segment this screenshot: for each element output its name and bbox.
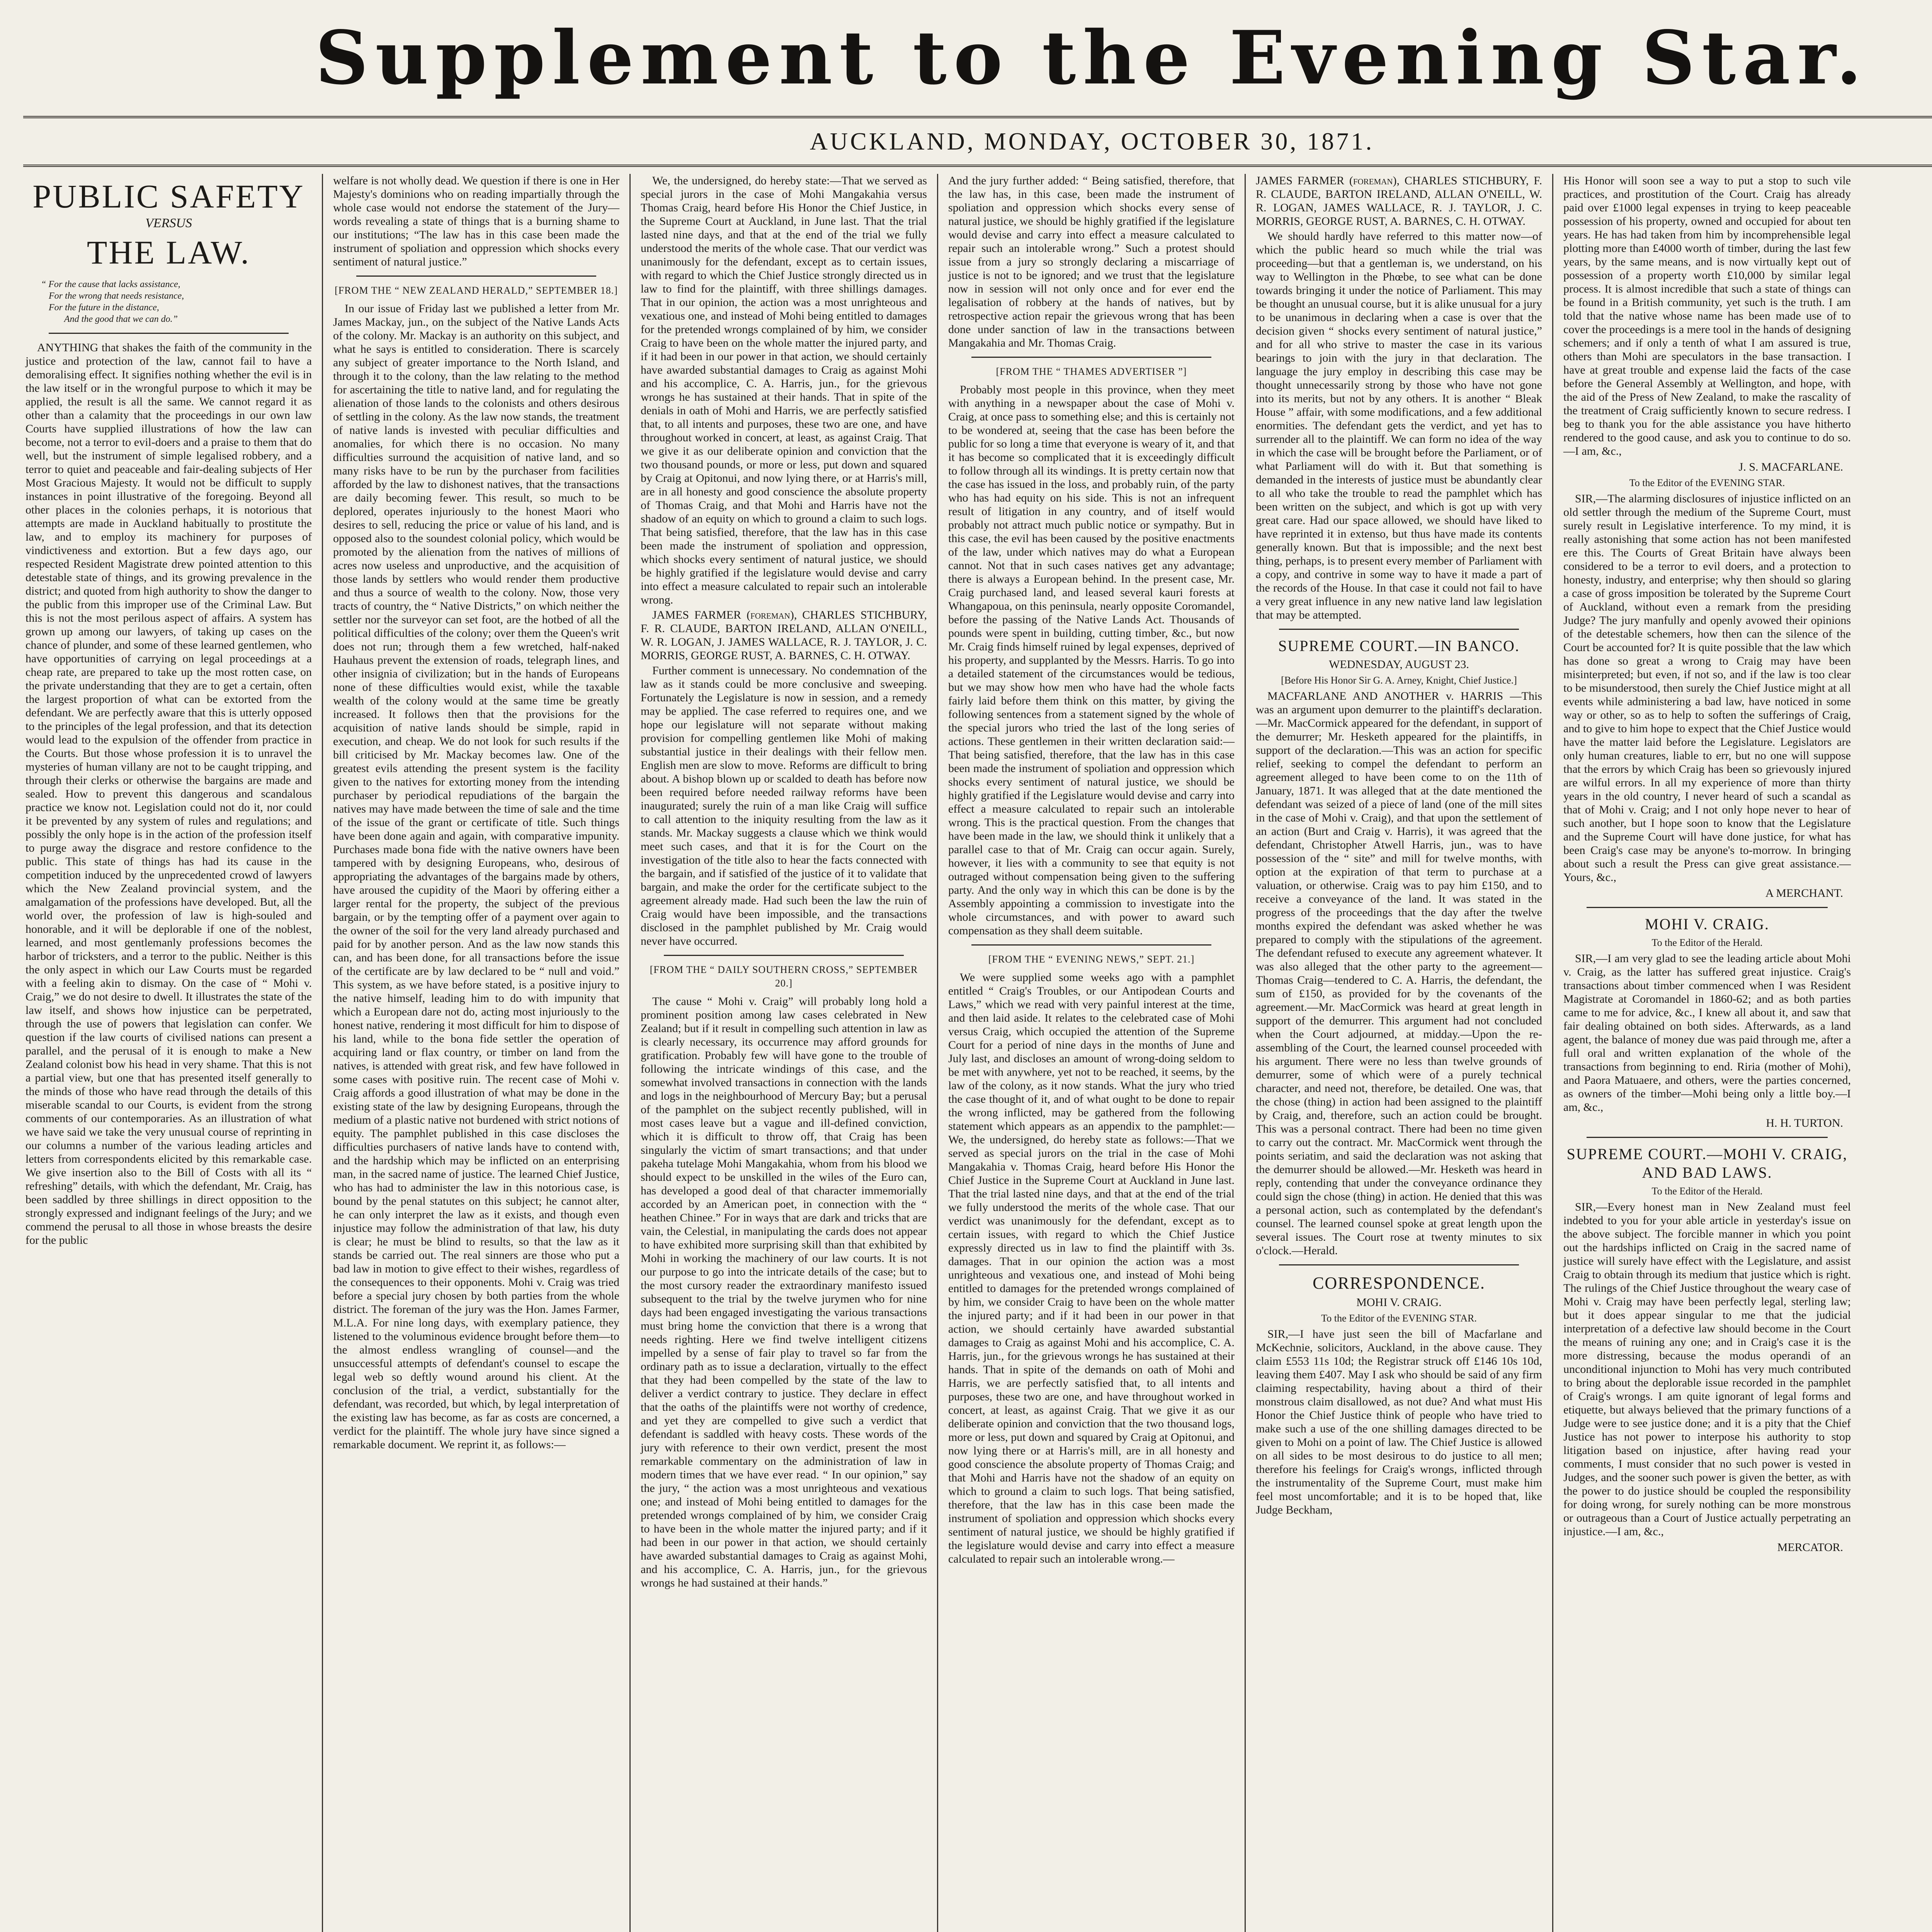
editorial-body-cont: welfare is not wholly dead. We question if there is one in Her Majesty's dominions who on reading impartially through the whole case would not endorse the statement of the Jury—words revealing a state of things that is a burning shame to our institutions; “The law has in this case been made the instrument of spoliation and oppression which shocks every sentiment of natural justice.” xyxy=(333,174,619,268)
thames-article: Probably most people in this province, when they meet with anything in a newspaper about the case of Mohi v. Craig, at once pass to something else; and this is certainly not to be wondered at, seeing that the case has been before the public for so long a time that everyone is weary of it, and that it has become so complicated that it is exceedingly difficult to follow through all its windings. It is pretty certain now that the case has issued in the loss, and probably ruin, of the party who has had equity on his side. This is not an infrequent result of litigation in any country, and of itself would probably not attract much public notice or sympathy. But in this case, the evil has been caused by the positive enactments of the law, under which natives may do what a European cannot. Not that in such cases natives get any advantage; there is always a European behind. In the present case, Mr. Craig purchased land, and leased several kauri forests at Whangapoua, on this peninsula, nearly opposite Coromandel, before the passing of the Native Lands Act. Thousands of pounds were spent in building, cutting timber, &c., but now Mr. Craig finds himself ruined by legal expenses, deprived of his property, and supplanted by the Messrs. Harris. To go into a detailed statement of the circumstances would be tedious, but we may show how men who have had the whole facts fairly laid before them think on this matter, by giving the following sentences from a statement signed by the whole of the special jurors who tried the last of the long series of actions. These gentlemen in their written declaration said:— That being satisfied, therefore, that the law has in this case been made the instrument of spoliation and oppression which shocks every sentiment of natural justice, we should be highly gratified if the Legislature would devise and carry into effect a measure calculated to repair such an intolerable wrong. This is the practical question. From the changes that have been made in the law, we should think it unlikely that a parallel case to that of Mr. Craig can occur again. Surely, however, it lies with a community to see that equity is not outraged without compensation being given to the suffering party. And the only way in which this can be done is by the Assembly appointing a commission to investigate into the whole circumstances, and with power to award such compensation as they shall deem suitable. xyxy=(948,383,1235,937)
source-southern-cross: [FROM THE “ DAILY SOUTHERN CROSS,” SEPTEMBER 20.] xyxy=(650,964,918,989)
letter-mercator: SIR,—Every honest man in New Zealand must feel indebted to you for your able article in yesterday's issue on the above subject. The forcible manner in which you point out the hardships inflicted on Craig in the sacred name of justice will surely have effect with the Legislature, and assist Craig to obtain through its medium that justice which is right. The rulings of the Chief Justice throughout the weary case of Mohi v. Craig may have been perfectly legal, sterling law; but it does appear singular to me that the judicial interpretation of a defective law should become in the Court the means of ruining any one; and in Craig's case it is the more distressing, because the modus operandi of an unconditional injunction to Mohi has very much contributed to bring about the deplorable issue recorded in the pamphlet of Craig's wrongs. I am quite ignorant of legal forms and etiquette, but always believed that the primary functions of a Judge were to see justice done; and it is a pity that the Chief Justice has not power to interpose his authority to stop litigation based on injustice, after having read your comments, I must consider that no such power is vested in Judges, and the sooner such power is given the better, as with the power to do justice should be coupled the responsibility for doing wrong, for surely nothing can be more monstrous or outrageous than a Court of Justice actually perpetrating an injustice.—I am, &c., xyxy=(1563,1201,1851,1538)
newspaper-title: Supplement to the Evening Star. xyxy=(315,15,1869,101)
divider xyxy=(1587,1137,1828,1138)
poem-line: And the good that we can do.” xyxy=(64,314,178,324)
divider xyxy=(664,955,904,956)
to-the-editor: To the Editor of the EVENING STAR. xyxy=(1629,477,1785,488)
headline-public-safety: PUBLIC SAFETY xyxy=(32,178,305,215)
dateline: AUCKLAND, MONDAY, OCTOBER 30, 1871. xyxy=(23,116,1932,167)
poem-line: For the wrong that needs resistance, xyxy=(49,291,184,301)
southern-cross-article-cont: And the jury further added: “ Being satisfied, therefore, that the law has, in this case, been made the instrument of spoliation and oppression which shocks every sense of natural justice, we should be highly gratified if the legislature would devise and carry into effect a measure calculated to repair such an intolerable wrong.” Such a protest should issue from a jury so strongly declaring a miscarriage of justice is not to be ignored; and we trust that the legislature now in session will not only once and for ever end the legalisation of robbery at the hands of natives, but by retrospective action repair the grievous wrong that has been done under sanction of law in the transactions between Mangakahia and Mr. Thomas Craig. xyxy=(948,174,1235,349)
divider xyxy=(356,276,596,277)
editorial-body: ANYTHING that shakes the faith of the community in the justice and protection of the law, cannot fail to have a demoralising effect. It signifies nothing whether the evil is in the law itself or in the wrongful purpose to which it may be applied, the result is all the same. We cannot regard it as other than a calamity that the proceedings in our own law Courts have supplied illustrations of how the law can become, not a terror to evil-doers and a praise to them that do well, but the instrument of simple legalised robbery, and a terror to quiet and peaceable and fair-dealing subjects of Her Most Gracious Majesty. It would not be difficult to supply instances in point illustrative of the foregoing. Beyond all other places in the colonies perhaps, it is notorious that attempts are made in Auckland habitually to prostitute the law, and to employ its machinery for purposes of vindictiveness and extortion. But a few days ago, our respected Resident Magistrate drew pointed attention to this detestable state of things, and its growing prevalence in the district; and quoted from high authority to show the danger to the public from this improper use of the Criminal Law. But this is not the most perilous aspect of affairs. A system has grown up among our lawyers, of taking up cases on the chance of plunder, and some of these learned gentlemen, who have opportunities of carrying on legal proceedings at a cheap rate, are prepared to take up the most rotten case, on the private understanding that they are to get a certain, often the largest proportion of what can be extorted from the defendant. We are perfectly aware that this is utterly opposed to the principles of the legal profession, and that its detection would lead to the expulsion of the offender from practice in the Courts. But those whose profession it is to unravel the mysteries of human villany are not to be caught tripping, and through their clerks or otherwise the bargains are made and sealed. How to prevent this dangerous and scandalous practice we know not. Legislation could not do it, nor could it be prevented by any system of rules and regulations; and possibly the only hope is in the action of the profession itself to purge away the disgrace and restore confidence to the public. This state of things has had its cause in the competition induced by the unprecedented crowd of lawyers which the New Zealand provincial system, and the amalgamation of the professions have developed. But, all the world over, the profession of law is high-souled and honorable, and it will be deplorable if one of the noblest, learned, and most gentlemanly professions becomes the harbor of tricksters, and a terror to the public. Neither is this the only aspect in which our Law Courts must be regarded with a feeling akin to dismay. On the case of “ Mohi v. Craig,” we do not desire to dwell. It illustrates the state of the law itself, and shows how injustice can be perpetrated, through the use of powers that legislation can confer. We question if the law courts of civilised nations can present a parallel, and the perusal of it is enough to make a New Zealand colonist bow his head in very shame. That this is not a partial view, but one that has presented itself generally to the minds of those who have read through the details of this miserable scandal to our Courts, is evident from the strong comments of our contemporaries. As an illustration of what we have said we take the very unusual course of reprinting in our columns a number of the various leading articles and letters from correspondents elicited by this remarkable case. We give insertion also to the Bill of Costs with all its “ refreshing” details, with which the defendant, Mr. Craig, has been saddled by three shillings in direct opposition to the strongly expressed and indignant feelings of the Jury; and we commend the perusal to all those in whose breasts the desire for the public xyxy=(26,341,312,1247)
signature-macfarlane: J. S. MACFARLANE. xyxy=(1738,461,1843,473)
source-evening-news: [FROM THE “ EVENING NEWS,” SEPT. 21.] xyxy=(988,954,1195,965)
headline-versus: VERSUS xyxy=(145,216,192,230)
jury-names-2: JAMES FARMER (foreman), CHARLES STICHBURY, F. R. CLAUDE, BARTON IRELAND, ALLAN O'NEILL, W. R. LOGAN, JAMES WALLACE, R. J. TAYLOR, J. C. MORRIS, GEORGE RUST, A. BARNES, C. H. OTWAY. xyxy=(1256,174,1542,228)
article-columns xyxy=(15,174,1932,1932)
herald-article-cont: Further comment is unnecessary. No condemnation of the law as it stands could be more conclusive and sweeping. Fortunately the Legislature is now in session, and a remedy may be applied. The case referred to requires one, and we hope our legislature will not separate without making provision for compelling gentlemen like Mohi of making substantial justice in their dealings with their fellow men. English men are slow to move. Reforms are difficult to bring about. A bishop blown up or scalded to death has before now been required before needed railway reforms have been inaugurated; surely the ruin of a man like Craig will suffice to call attention to the iniquity resulting from the law as it stands. Mr. Mackay suggests a clause which we think would meet such cases, and that it is for the Court on the investigation of the title also to hear the facts connected with the bargain, and if satisfied of the justice of it to validate that bargain, and make the order for the certificate subject to the agreement already made. Had such been the law the ruin of Craig would have been impossible, and the transactions disclosed in the pamphlet published by Mr. Craig would never have occurred. xyxy=(641,664,927,947)
evening-news-article: We were supplied some weeks ago with a pamphlet entitled “ Craig's Troubles, or our Antipodean Courts and Laws,” which we read with very painful interest at the time, and then laid aside. It relates to the celebrated case of Mohi versus Craig, which occupied the attention of the Supreme Court for a period of nine days in the months of June and July last, and discloses an amount of wrong-doing seldom to be met with anywhere, yet not to be reached, it seems, by the law of the colony, as it now stands. What the jury who tried the case thought of it, and of what ought to be done to repair the wrong inflicted, may be gathered from the following statement which appears as an appendix to the pamphlet:— We, the undersigned, do hereby state as follows:—That we served as special jurors on the trial in the case of Mohi Mangakahia v. Thomas Craig, heard before His Honor the Chief Justice in the Supreme Court at Auckland in June last. That the trial lasted nine days, and that at the end of the trial we fully understood the merits of the whole case. That our verdict was unanimously for the defendant, except as to certain issues, with regard to which the Chief Justice expressly directed us in law to find the plaintiff with 3s. damages. That in our opinion the action was a most unrighteous and vexatious one, and instead of Mohi being entitled to damages for the pretended wrongs complained of by him, we consider Craig to have been on the whole matter the injured party; and if it had been in our power in that action, we should certainly have awarded substantial damages to Craig as against Mohi and his accomplice, C. A. Harris, jun., for the grievous wrongs he has sustained at their hands. That in spite of the demands on oath of Mohi and Harris, we are perfectly satisfied that, to all intents and purposes, these two are one, and have throughout worked in concert, at least, as against Craig. That we give it as our deliberate opinion and conviction that the two thousand logs, more or less, put down and squared by Craig at Opitonui, and now lying there or at Harris's mill, are in all honesty and good conscience the absolute property of Thomas Craig; and that Mohi and Harris have not the shadow of an equity on which to ground a claim to such logs. That being satisfied, therefore, that the law has in this case been made the instrument of spoliation and oppression which shocks every sentiment of natural justice, we should be highly gratified if the legislature would devise and carry into effect a measure calculated to repair such an intolerable wrong.— xyxy=(948,971,1235,1565)
herald-article: In our issue of Friday last we published a letter from Mr. James Mackay, jun., on the subject of the Native Lands Acts of the colony. Mr. Mackay is an authority on this subject, and what he says is entitled to consideration. There is scarcely any subject of greater importance to the North Island, and through it to the colony, than the law relating to the method for ascertaining the title to native land, and for regulating the alienation of those lands to the colonists and others desirous of settling in the colony. As the law now stands, the treatment of native lands is invested with peculiar difficulties and anomalies, for which there is no occasion. No many difficulties surround the acquisition of native land, and so many risks have to be run by the purchaser from facilities afforded by the law to dishonest natives, that the transactions are daily becoming fewer. This result, so much to be deplored, operates injuriously to the honest Maori who desires to sell, reducing the price or value of his land, and is opposed also to the soundest colonial policy, which would be promoted by the alienation from the natives of millions of acres now useless and unproductive, and the acquisition of those lands by settlers who would render them productive and thus a source of wealth to the colony. Now, those very tracts of country, the “ Native Districts,” on which neither the settler nor the surveyor can set foot, are the hotbed of all the political difficulties of the colony; over them the Queen's writ does not run; through them a few wretched, half-naked Hauhaus prevent the extension of roads, telegraph lines, and other insignia of civilization; but in the hands of Europeans none of these difficulties would exist, while the taxable wealth of the colony would at the same time be greatly increased. It follows then that the provisions for the acquisition of native lands should be simple, rapid in execution, and cheap. We do not look for such results if the bill criticised by Mr. Mackay becomes law. One of the greatest evils attending the present system is the facility given to the natives for extorting money from the intending purchaser by periodical repudiations of the bargain the natives may have made between the time of sale and the time of the issue of the grant or certificate of title. Such things have been done again and again, with comparative impunity. Purchases made bona fide with the native owners have been tampered with by designing Europeans, who, desirous of appropriating the advantages of the bargains made by others, have aroused the cupidity of the Maori by offering either a larger rental for the property, the subject of the previous bargain, or by the tempting offer of a payment over again to the owner of the soil for the very land already purchased and paid for by another person. And as the law now stands this can, and has been done, for all transactions before the issue of the certificate are by law declared to be “ null and void.” This system, as we have before stated, is a positive injury to the native himself, leading him to do with impunity that which a European dare not do, acting most injuriously to the honest native, rendering it most difficult for him to dispose of his land, while to the bona fide settler the operation of acquiring land or flax country, or timber on land from the natives, is attended with great risk, and few have followed in some cases with positive ruin. The recent case of Mohi v. Craig affords a good illustration of what may be done in the existing state of the law by designing Europeans, through the medium of a plastic native not burdened with strict notions of equity. The pamphlet published in this case discloses the difficulties purchasers of native lands have to contend with, and the hardship which may be inflicted on an enterprising man, in the sacred name of justice. The learned Chief Justice, who has had to administer the law in this notorious case, is bound by the penal statutes on this subject; he cannot alter, he can only interpret the law as it exists, and though even injustice may follow the administration of that law, his duty is clear; he must be blind to results, so that the law as it stands be carried out. The real sinners are those who put a bad law in motion to give effect to their wishes, regardless of the consequences to their opponents. Mohi v. Craig was tried before a special jury chosen by both parties from the whole district. The foreman of the jury was the Hon. James Farmer, M.L.A. For nine long days, with exemplary patience, they listened to the voluminous evidence brought before them—to the almost endless wrangling of counsel—and the unsuccessful attempts of defendant's counsel to escape the legal web so deftly wound around his client. At the conclusion of the trial, a verdict, substantially for the defendant, was recorded, but which, by legal interpretation of the existing law has become, as far as costs are concerned, a verdict for the plaintiff. The whole jury have since signed a remarkable document. We reprint it, as follows:— xyxy=(333,302,619,1451)
divider xyxy=(1587,907,1828,908)
divider xyxy=(1279,629,1519,630)
court-date: WEDNESDAY, AUGUST 23. xyxy=(1329,658,1469,671)
heading-supreme-court-bad-laws: SUPREME COURT.—MOHI V. CRAIG, AND BAD LAWS. xyxy=(1566,1145,1848,1181)
letter-macfarlane: SIR,—I have just seen the bill of Macfarlane and McKechnie, solicitors, Auckland, in the above cause. They claim £553 11s 10d; the Registrar struck off £146 10s 10d, leaving them £407. May I ask who should be said of any firm claiming respectability, having about a third of their monstrous claim disallowed, as not due? And what must His Honor the Chief Justice think of people who have tried to make such a use of the one shilling damages directed to be given to Mohi on a point of law. The Chief Justice is allowed on all sides to be most desirous to do justice to all men; therefore his feelings for Craig's wrongs, inflicted through the instrumentality of the Supreme Court, must make him feel most uncomfortable; and it is to be hoped that, like Judge Beckham, xyxy=(1256,1328,1542,1516)
subheading-mohi-craig: MOHI V. CRAIG. xyxy=(1356,1296,1442,1309)
to-the-editor-herald: To the Editor of the Herald. xyxy=(1651,1185,1763,1197)
source-thames-advertiser: [FROM THE “ THAMES ADVERTISER ”] xyxy=(996,366,1187,377)
court-before: [Before His Honor Sir G. A. Arney, Knight, Chief Justice.] xyxy=(1281,675,1517,686)
masthead xyxy=(23,15,1932,100)
jury-names: JAMES FARMER (foreman), CHARLES STICHBURY, F. R. CLAUDE, BARTON IRELAND, ALLAN O'NEILL, W. R. LOGAN, J. JAMES WALLACE, R. J. TAYLOR, J. C. MORRIS, GEORGE RUST, A. BARNES, C. H. OTWAY. xyxy=(641,609,927,662)
letter-merchant: SIR,—The alarming disclosures of injustice inflicted on an old settler through the medium of the Supreme Court, must surely result in Legislative interference. To my mind, it is really astonishing that some action has not been manifested ere this. The Courts of Great Britain have always been considered to be a terror to evil doers, and a protection to honesty, industry, and enterprise; why then should so glaring a case of gross imposition be tolerated by the Supreme Court of Auckland, without even a remark from the presiding Judge? The jury manfully and openly avowed their opinions of the detestable schemers, how then can the silence of the Court be accounted for? It is quite possible that the law which has done so great a wrong to Craig may have been misinterpreted; but even, if not so, and if the law is too clear to be misunderstood, then surely the Chief Justice might at all events while administering a bad law, have noticed in some way or other, so as to help to soften the sufferings of Craig, and to give to him hope to expect that the Chief Justice would have the matter laid before the Legislature. Legislators are only human creatures, liable to err, but no one will suppose that the errors by which Craig has been so grievously injured are wilful errors. In all my experience of more than thirty years in the old country, I never heard of such a scandal as that of Mohi v. Craig; and I not only hope never to hear of such another, but I hope soon to know that the Legislature and the Supreme Court will have done justice, for what has been Craig's case may be anyone's to-morrow. In bringing about such a result the Press can give great assistance.—Yours, &c., xyxy=(1563,492,1851,884)
to-the-editor: To the Editor of the EVENING STAR. xyxy=(1321,1313,1477,1324)
divider xyxy=(49,333,289,334)
divider xyxy=(971,357,1211,358)
jury-statement: We, the undersigned, do hereby state:—That we served as special jurors in the case of Mohi Mangakahia versus Thomas Craig, heard before His Honor the Chief Justice, in the Supreme Court at Auckland, in June last. That the trial lasted nine days, and that at the end of the trial we fully understood the merits of the whole case. That our verdict was unanimously for the defendant, except as to certain issues, with regard to which the Chief Justice strongly directed us in law to find for the plaintiff, with three shillings damages. That in our opinion, the action was a most unrighteous and vexatious one, and instead of Mohi being entitled to damages for the pretended wrongs complained of by him, we consider Craig to have been on the whole matter the injured party, and if it had been in our power in that action, we should certainly have awarded substantial damages to Craig as against Mohi and his accomplice, C. A. Harris, jun., for the grievous wrongs he has sustained at their hands. That in spite of the denials in oath of Mohi and Harris, we are perfectly satisfied that, to all intents and purposes, these two are one, and have throughout worked in concert, at least, as against Craig. That we give it as our deliberate opinion and conviction that the two thousand pounds, or more or less, put down and squared by Craig at Opitonui, and now lying there, or at Harris's mill, are in all honesty and good conscience the absolute property of Thomas Craig, and that Mohi and Harris have not the shadow of an equity on which to ground a claim to such logs. That being satisfied, therefore, that the law has in this case been made the instrument of spoliation and oppression, which shocks every sentiment of natural justice, we should be highly gratified if the legislature would devise and carry into effect a measure calculated to repair such an intolerable wrong. xyxy=(641,174,927,606)
southern-cross-article: The cause “ Mohi v. Craig” will probably long hold a prominent position among law cases celebrated in New Zealand; but if it result in compelling such attention in law as is clearly necessary, its occurrence may afford grounds for gratification. Probably few will have gone to the trouble of following the intricate windings of this case, and the somewhat involved transactions in connection with the lands and logs in the neighbourhood of Mercury Bay; but a perusal of the pamphlet on the subject recently published, will in most cases leave but a vague and ill-defined conviction, which it is difficult to throw off, that Craig has been singularly the victim of smart transactions; and that under pakeha tutelage Mohi Mangakahia, whom from his blood we should expect to be unskilled in the wiles of the Euro can, has developed a good deal of that character immemorially accorded by an American poet, in connection with the “ heathen Chinee.” For in ways that are dark and tricks that are vain, the Celestial, in manipulating the cards does not appear to have exhibited more surprising skill than that exhibited by Mohi in working the machinery of our law courts. It is not our purpose to go into the intricate details of the case; but to the most cursory reader the extraordinary manifesto issued subsequent to the trial by the twelve jurymen who for nine days had been engaged investigating the various transactions must bring home the conviction that there is a wrong that needs righting. Here we find twelve intelligent citizens impelled by a sense of fair play to travel so far from the ordinary path as to issue a declaration, virtually to the effect that they had been compelled by the state of the law to deliver a verdict contrary to justice. They declare in effect that the oaths of the plaintiffs were not worthy of credence, and yet they are compelled to give such a verdict that defendant is saddled with heavy costs. These words of the jury with reference to their own verdict, present the most remarkable commentary on the administration of law in modern times that we have ever read. “ In our opinion,” say the jury, “ the action was a most unrighteous and vexatious one; and instead of Mohi being entitled to damages for the pretended wrongs complained of by him, we consider Craig to have been in the whole matter the injured party; and if it had been in our power in that action, we should certainly have awarded substantial damages to Craig as against Mohi, and his accomplice, C. A. Harris, jun., for the grievous wrongs he had sustained at their hands.” xyxy=(641,995,927,1589)
column-5 xyxy=(1246,174,1553,1932)
column-3 xyxy=(631,174,938,1932)
poem-line: For the future in the distance, xyxy=(49,303,159,313)
column-2 xyxy=(323,174,631,1932)
column-4 xyxy=(938,174,1246,1932)
divider xyxy=(1279,1264,1519,1265)
poem-line: “ For the cause that lacks assistance, xyxy=(41,279,180,289)
source-herald: [FROM THE “ NEW ZEALAND HERALD,” SEPTEMBER 18.] xyxy=(335,285,618,296)
signature-turton: H. H. TURTON. xyxy=(1766,1117,1843,1129)
heading-supreme-court: SUPREME COURT.—IN BANCO. xyxy=(1278,637,1520,655)
epigraph-poem xyxy=(41,279,296,325)
signature-mercator: MERCATOR. xyxy=(1777,1541,1843,1554)
to-the-editor-herald: To the Editor of the Herald. xyxy=(1651,937,1763,948)
divider xyxy=(971,944,1211,946)
letter-turton: SIR,—I am very glad to see the leading article about Mohi v. Craig, as the latter has suffered great injustice. Craig's transactions about timber commenced when I was Resident Magistrate at Coromandel in 1860-62; and as both parties came to me for advice, &c., I knew all about it, and saw that fair dealing obtained on both sides. Afterwards, as a land agent, the balance of money due was paid through me, after a full oral and written explanation of the whole of the transactions from beginning to end. Riria (mother of Mohi), and Paora Matuaere, and others, were the parties concerned, as owners of the timber—Mohi being only a little boy.—I am, &c., xyxy=(1563,952,1851,1114)
column-6 xyxy=(1553,174,1861,1932)
letter-macfarlane-cont: His Honor will soon see a way to put a stop to such vile practices, and prostitution of the Court. Craig has already paid over £1000 legal expenses in trying to keep peaceable possession of his property, owned and occupied for about ten years. He has had taken from him by incomprehensible legal plotting more than £4000 worth of timber, during the last few years, by the same means, and is now virtually kept out of possession of a property worth £10,000 by similar legal process. It is almost incredible that such a state of things can be found in a British community, yet such is the truth. I am told that the native whose name has been made use of to cover the proceedings is a mere tool in the hands of designing schemers; and if only a tenth of what I am assured is true, others than Mohi are speculators in the base transaction. I have at great trouble and expense laid the facts of the case before the General Assembly at Wellington, and hope, with the aid of the Press of New Zealand, to make the rascality of the treatment of Craig sufficiently known to secure redress. I beg to thank you for the able assistance you have hitherto rendered to the good cause, and ask you to continue to do so.—I am, &c., xyxy=(1563,174,1851,457)
heading-correspondence: CORRESPONDENCE. xyxy=(1313,1274,1485,1293)
headline-the-law: THE LAW. xyxy=(87,234,251,271)
signature-merchant: A MERCHANT. xyxy=(1765,887,1843,900)
court-report: MACFARLANE AND ANOTHER v. HARRIS —This was an argument upon demurrer to the plaintiff's declaration.—Mr. MacCormick appeared for the defendant, in support of the demurrer; Mr. Hesketh appeared for the plaintiffs, in support of the declaration.—This was an action for specific relief, seeking to compel the defendant to perform an agreement alleged to have been come to on the 11th of January, 1871. It was alleged that at the date mentioned the defendant was seized of a piece of land (one of the mill sites in the case of Mohi v. Craig), and that upon the settlement of an action (Burt and Craig v. Harris), it was agreed that the defendant, Christopher Atwell Harris, jun., was to have possession of the “ site” and mill for twelve months, with option at the expiration of that term to purchase at a valuation, or otherwise. Craig was to pay him £150, and to receive a conveyance of the land. It was stated in the progress of the proceedings that the day after the twelve months expired the defendant was asked whether he was prepared to comply with the stipulations of the agreement. The defendant refused to execute any agreement whatever. It was also alleged that the other party to the agreement—Thomas Craig—tendered to C. A. Harris, the defendant, the sum of £150, as provided for by the covenants of the agreement.—Mr. MacCormick was heard at great length in support of the demurrer. This argument had not concluded when the Court adjourned, at midday.—Upon the re-assembling of the Court, the learned counsel proceeded with his argument. There were no less than twelve grounds of demurrer, some of which were of a purely technical character, and need not, therefore, be detailed. One was, that the chose (thing) in action had been assigned to the plaintiff by Craig, and, therefore, such an action could be brought. This was a personal contract. There had been no time given to carry out the contract. Mr. MacCormick went through the points seriatim, and said the declaration was not asking that the demurrer should be allowed.—Mr. Hesketh was heard in reply, contending that under the conveyance ordinance they could sign the chose (thing) in action. He denied that this was a personal action, such as contemplated by the defendant's counsel. The learned counsel spoke at great length upon the several issues. The Court rose at twenty minutes to six o'clock.—Herald. xyxy=(1256,690,1542,1257)
heading-mohi-craig: MOHI V. CRAIG. xyxy=(1645,915,1770,933)
column-1 xyxy=(15,174,323,1932)
evening-news-article-cont: We should hardly have referred to this matter now—of which the public heard so much while the trial was proceeding—but that a gentleman is, we understand, on his way to Wellington in the Phœbe, to see what can be done towards bringing it under the notice of Parliament. This may be thought an unusual course, but it is alike unusual for a jury to be unanimous in declaring when a case is over that the decision given “ shocks every sentiment of natural justice,” and for all who strive to master the case in its various bearings to join with the jury in that declaration. The language the jury employ in describing this case may be thought unnecessarily strong by those who have not gone into its merits, but not by any others. It is another “ Bleak House ” affair, with some modifications, and a few additional enormities. The defendant gets the verdict, and yet has to surrender all to the plaintiff. We can form no idea of the way in which the case will be brought before the Parliament, or of what Parliament will do with it. But that something is demanded in the interests of justice must be abundantly clear to all who take the trouble to read the pamphlet which has been written on the subject, and which is got up with very great care. Had our space allowed, we should have liked to have reprinted it in extenso, but thus have made its contents generally known. But that is impossible; and the next best thing, perhaps, is to present every member of Parliament with a copy, and contrive in some way to have it made a part of the records of the House. In that case it could not fail to have a very great influence in any new native land law legislation that may be attempted. xyxy=(1256,230,1542,621)
